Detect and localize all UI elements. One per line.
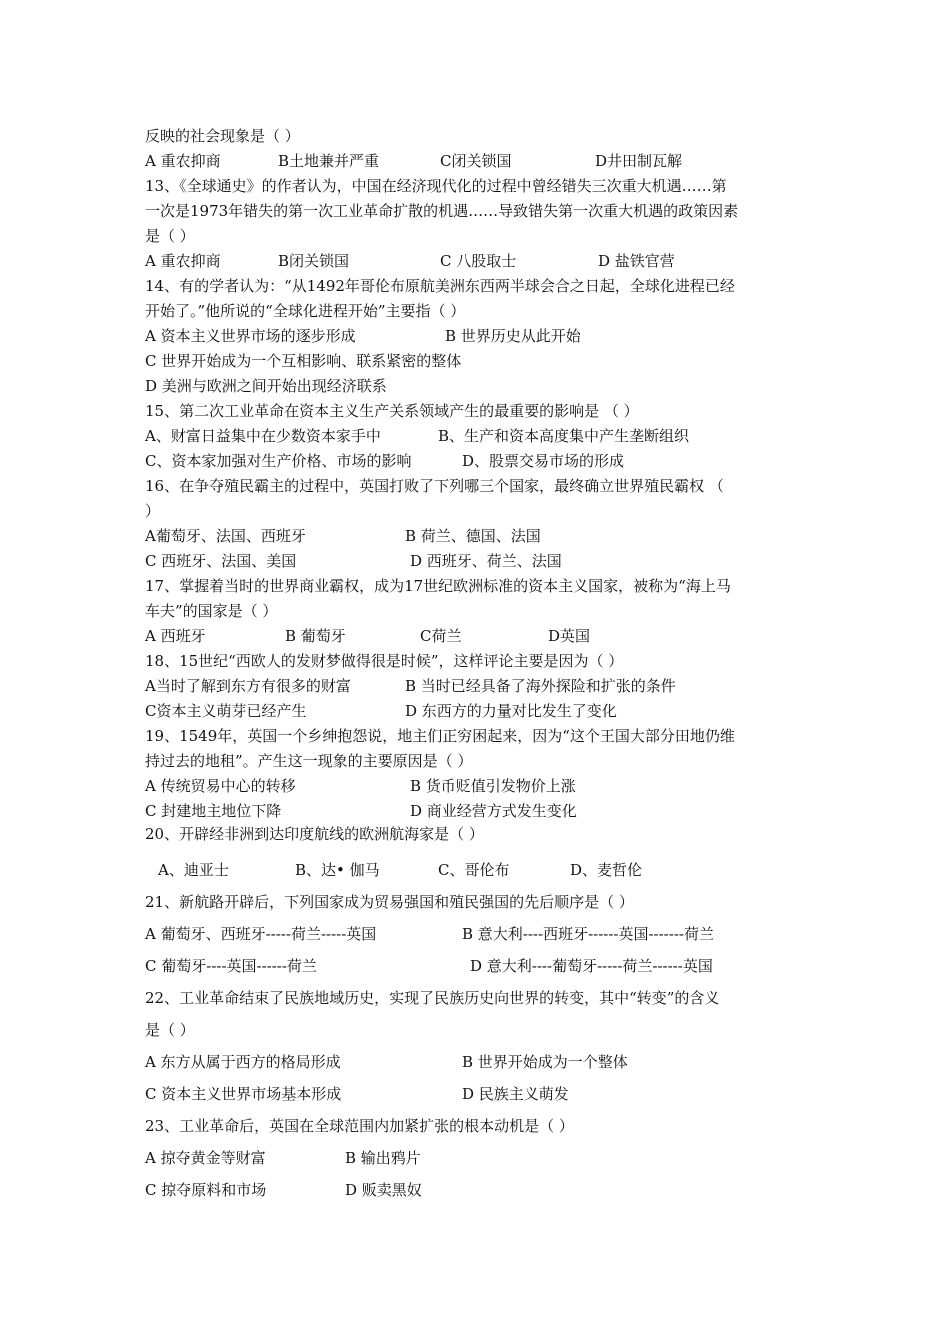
option-a: A、财富日益集中在少数资本家手中 <box>145 427 381 445</box>
question-21-stem: 21、新航路开辟后，下列国家成为贸易强国和殖民强国的先后顺序是（ ） <box>145 893 634 911</box>
option-c: C、资本家加强对生产价格、市场的影响 <box>145 452 412 470</box>
question-16-stem: ） <box>145 502 161 520</box>
question-22-stem: 是（ ） <box>145 1021 195 1039</box>
option-d: D 西班牙、荷兰、法国 <box>410 552 562 570</box>
question-18-stem: 18、15世纪“西欧人的发财梦做得很是时候”，这样评论主要是因为（ ） <box>145 652 624 670</box>
option-c: C 西班牙、法国、美国 <box>145 552 297 570</box>
question-14-stem: 开始了。”他所说的“全球化进程开始”主要指（ ） <box>145 302 466 320</box>
option-c: C 葡萄牙----英国------荷兰 <box>145 957 317 975</box>
option-b: B、生产和资本高度集中产生垄断组织 <box>438 427 690 445</box>
option-a: A 重农抑商 <box>145 152 221 170</box>
option-c: C 资本主义世界市场基本形成 <box>145 1085 342 1103</box>
option-c: C 世界开始成为一个互相影响、联系紧密的整体 <box>145 352 462 370</box>
option-c: C 封建地主地位下降 <box>145 802 282 820</box>
option-b: B 货币贬值引发物价上涨 <box>410 777 576 795</box>
question-19-stem: 持过去的地租”。产生这一现象的主要原因是（ ） <box>145 752 473 770</box>
option-c: C闭关锁国 <box>440 152 512 170</box>
option-c: C资本主义萌芽已经产生 <box>145 702 307 720</box>
option-d: D 贩卖黑奴 <box>345 1181 422 1199</box>
question-stem: 反映的社会现象是（ ） <box>145 127 300 145</box>
option-c: C、哥伦布 <box>438 861 510 879</box>
option-a: A当时了解到东方有很多的财富 <box>145 677 351 695</box>
question-19-stem: 19、1549年，英国一个乡绅抱怨说，地主们正穷困起来，因为“这个王国大部分田地仍维 <box>145 727 735 745</box>
option-b: B 世界开始成为一个整体 <box>462 1053 628 1071</box>
option-d: D英国 <box>548 627 591 645</box>
option-b: B 葡萄牙 <box>285 627 346 645</box>
question-20-stem: 20、开辟经非洲到达印度航线的欧洲航海家是（ ） <box>145 825 484 843</box>
option-a: A葡萄牙、法国、西班牙 <box>145 527 306 545</box>
option-d: D 意大利----葡萄牙-----荷兰------英国 <box>470 957 713 975</box>
question-13-stem: 是（ ） <box>145 227 195 245</box>
option-d: D井田制瓦解 <box>595 152 683 170</box>
option-b: B 意大利----西班牙------英国-------荷兰 <box>462 925 714 943</box>
option-a: A 东方从属于西方的格局形成 <box>145 1053 341 1071</box>
question-13-stem: 一次是1973年错失的第一次工业革命扩散的机遇……导致错失第一次重大机遇的政策因素 <box>145 202 739 220</box>
option-a: A 重农抑商 <box>145 252 221 270</box>
option-d: D 东西方的力量对比发生了变化 <box>405 702 617 720</box>
option-b: B 荷兰、德国、法国 <box>405 527 541 545</box>
option-a: A 掠夺黄金等财富 <box>145 1149 266 1167</box>
option-d: D 商业经营方式发生变化 <box>410 802 577 820</box>
option-c: C 掠夺原料和市场 <box>145 1181 267 1199</box>
option-b: B、达• 伽马 <box>295 861 380 879</box>
option-a: A 葡萄牙、西班牙-----荷兰-----英国 <box>145 925 377 943</box>
option-b: B土地兼并严重 <box>278 152 380 170</box>
option-d: D 美洲与欧洲之间开始出现经济联系 <box>145 377 387 395</box>
option-c: C 八股取士 <box>440 252 517 270</box>
option-b: B 输出鸦片 <box>345 1149 421 1167</box>
option-b: B 当时已经具备了海外探险和扩张的条件 <box>405 677 676 695</box>
option-d: D、股票交易市场的形成 <box>462 452 625 470</box>
question-23-stem: 23、工业革命后，英国在全球范围内加紧扩张的根本动机是（ ） <box>145 1117 574 1135</box>
option-d: D、麦哲伦 <box>570 861 643 879</box>
option-d: D 盐铁官营 <box>598 252 675 270</box>
question-14-stem: 14、有的学者认为：“从1492年哥伦布原航美洲东西两半球会合之日起，全球化进程已经 <box>145 277 735 295</box>
option-d: D 民族主义萌发 <box>462 1085 569 1103</box>
option-a: A 西班牙 <box>145 627 206 645</box>
question-17-stem: 17、掌握着当时的世界商业霸权，成为17世纪欧洲标准的资本主义国家，被称为“海上马 <box>145 577 731 595</box>
option-a: A 资本主义世界市场的逐步形成 <box>145 327 356 345</box>
question-13-stem: 13、《全球通史》的作者认为，中国在经济现代化的过程中曾经错失三次重大机遇……第 <box>145 177 727 195</box>
option-a: A 传统贸易中心的转移 <box>145 777 296 795</box>
option-a: A、迪亚士 <box>158 861 229 879</box>
option-c: C荷兰 <box>420 627 462 645</box>
question-22-stem: 22、工业革命结束了民族地域历史，实现了民族历史向世界的转变，其中“转变”的含义 <box>145 989 720 1007</box>
question-17-stem: 车夫”的国家是（ ） <box>145 602 278 620</box>
question-15-stem: 15、第二次工业革命在资本主义生产关系领域产生的最重要的影响是 （ ） <box>145 402 639 420</box>
option-b: B闭关锁国 <box>278 252 350 270</box>
option-b: B 世界历史从此开始 <box>445 327 581 345</box>
question-16-stem: 16、在争夺殖民霸主的过程中，英国打败了下列哪三个国家，最终确立世界殖民霸权 （ <box>145 477 724 495</box>
